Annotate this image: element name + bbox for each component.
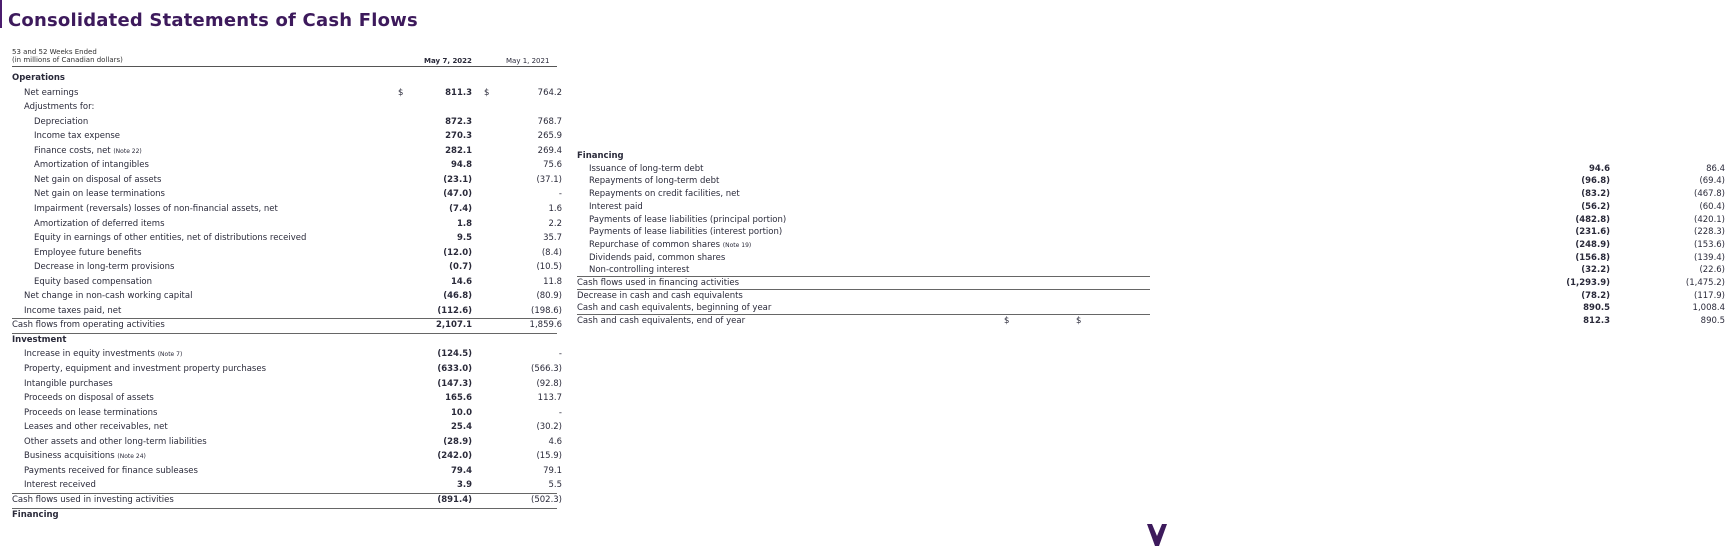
row-label <box>24 378 113 390</box>
row-label-text: Dividends paid, common shares <box>589 252 726 263</box>
row-label-text: Issuance of long-term debt <box>589 163 704 174</box>
table-row <box>12 392 562 404</box>
table-row <box>577 277 1725 289</box>
prior-value: (8.4) <box>541 247 562 258</box>
row-label <box>24 436 207 448</box>
prior-value: 35.7 <box>543 233 562 244</box>
row-label <box>12 334 66 346</box>
table-row <box>12 348 562 360</box>
header-rule <box>12 66 557 67</box>
row-label <box>589 163 704 175</box>
row-label-text: Net gain on disposal of assets <box>34 174 162 185</box>
table-row <box>577 150 1150 162</box>
table-row <box>12 276 562 288</box>
prior-value: 764.2 <box>537 87 562 98</box>
row-label-text: Payments of lease liabilities (principal portion) <box>589 214 787 225</box>
row-label <box>12 494 174 506</box>
row-label-text: Income tax expense <box>34 131 121 142</box>
row-label-text: Non-controlling interest <box>589 265 690 276</box>
prior-value: (60.4) <box>1699 201 1725 212</box>
current-value: 812.3 <box>1583 316 1610 327</box>
row-label-text: Repurchase of common shares <box>589 239 721 250</box>
table-row <box>12 319 562 331</box>
prior-value: (139.4) <box>1694 252 1725 263</box>
row-label <box>589 239 751 252</box>
current-value: 9.5 <box>456 233 472 244</box>
prior-value: (1,475.2) <box>1685 278 1725 288</box>
row-label-text: Equity in earnings of other entities, net of distributions received <box>34 233 307 244</box>
row-note: (Note 22) <box>113 147 142 155</box>
row-label <box>24 407 157 419</box>
prior-value: 2.2 <box>548 218 562 229</box>
row-label-text: Proceeds on disposal of assets <box>24 393 154 404</box>
current-value: (112.6) <box>437 305 472 316</box>
row-label <box>577 315 745 327</box>
row-label-text: Interest received <box>24 480 96 491</box>
row-label-text: Finance costs, net <box>34 145 111 156</box>
prior-value: 113.7 <box>537 393 562 404</box>
row-label <box>24 305 121 317</box>
row-label <box>34 145 142 158</box>
current-value: (891.4) <box>437 494 472 505</box>
row-label <box>12 319 165 331</box>
table-row <box>12 203 562 215</box>
row-label <box>34 232 306 244</box>
prior-value: 75.6 <box>543 160 562 171</box>
prior-value: 1,859.6 <box>529 320 562 331</box>
prior-value: 890.5 <box>1700 316 1725 327</box>
current-value: 25.4 <box>451 422 472 433</box>
table-row <box>12 116 562 128</box>
prior-value: 79.1 <box>543 465 562 476</box>
row-label <box>589 175 719 187</box>
table-row <box>12 159 562 171</box>
prior-value: (228.3) <box>1694 227 1725 238</box>
current-value: (46.8) <box>443 291 472 302</box>
row-label <box>34 276 152 288</box>
current-value: 872.3 <box>445 116 472 127</box>
table-row <box>12 305 562 317</box>
row-label <box>24 450 146 463</box>
prior-value: - <box>558 189 562 200</box>
row-label-text: Other assets and other long-term liabilities <box>24 436 207 447</box>
page-title: Consolidated Statements of Cash Flows <box>8 10 418 31</box>
title-accent-bar <box>0 0 2 28</box>
prior-value: 86.4 <box>1706 163 1725 174</box>
current-value: (7.4) <box>449 203 472 214</box>
table-row <box>12 174 562 186</box>
table-row <box>12 407 562 419</box>
row-label-text: Investment <box>12 334 67 345</box>
row-label-text: Amortization of deferred items <box>34 218 165 229</box>
currency-symbol-current: $ <box>1004 316 1010 327</box>
prior-value: - <box>558 349 562 360</box>
prior-value: (15.9) <box>536 451 562 462</box>
prior-value: 1.6 <box>548 203 562 214</box>
row-label <box>34 159 149 171</box>
row-note: (Note 24) <box>117 453 146 461</box>
table-row <box>12 509 557 521</box>
prior-value: 11.8 <box>543 276 562 287</box>
prior-value: (153.6) <box>1694 239 1725 250</box>
table-row <box>12 334 557 346</box>
row-label-text: Operations <box>12 73 65 83</box>
table-row <box>12 450 562 462</box>
current-value: (248.9) <box>1575 239 1610 250</box>
table-row <box>577 163 1725 175</box>
table-row <box>577 302 1725 314</box>
row-label-text: Depreciation <box>34 116 89 127</box>
row-label-text: Income taxes paid, net <box>24 305 122 316</box>
row-label <box>24 479 96 491</box>
prior-value: (117.9) <box>1694 290 1725 301</box>
prior-value: (467.8) <box>1694 189 1725 200</box>
current-value: (242.0) <box>437 451 472 462</box>
current-value: (56.2) <box>1581 201 1610 212</box>
prior-value: 1,008.4 <box>1692 303 1725 314</box>
row-label-text: Net change in non-cash working capital <box>24 291 193 302</box>
row-label-text: Adjustments for: <box>24 102 95 113</box>
table-row <box>12 479 562 491</box>
row-label-text: Property, equipment and investment property purchases <box>24 364 267 374</box>
current-value: 1.8 <box>456 218 472 229</box>
row-label <box>34 218 165 230</box>
currency-symbol-prior: $ <box>484 87 490 98</box>
row-label-text: Business acquisitions <box>24 451 115 462</box>
prior-period-header: May 1, 2021 <box>506 57 550 65</box>
row-label-text: Leases and other receivables, net <box>24 422 168 433</box>
table-row <box>12 87 562 99</box>
table-row <box>12 436 562 448</box>
current-value: (96.8) <box>1581 176 1610 187</box>
row-label <box>12 509 59 521</box>
table-row <box>577 315 1725 327</box>
row-note: (Note 19) <box>722 241 752 249</box>
table-row <box>577 264 1725 276</box>
table-row <box>12 421 562 433</box>
table-row <box>577 226 1725 238</box>
row-label-text: Employee future benefits <box>34 247 142 258</box>
row-label-text: Financing <box>12 509 59 520</box>
table-row <box>12 218 562 230</box>
table-row <box>12 261 562 273</box>
row-label <box>577 302 771 314</box>
table-row <box>577 188 1725 200</box>
current-value: (28.9) <box>443 436 472 447</box>
table-row <box>12 363 562 375</box>
row-label-text: Proceeds on lease terminations <box>24 407 158 418</box>
current-value: 282.1 <box>445 145 472 156</box>
row-label-text: Increase in equity investments <box>24 349 155 360</box>
units-caption: (in millions of Canadian dollars) <box>12 56 123 64</box>
row-label-text: Amortization of intangibles <box>34 160 149 171</box>
row-label-text: Impairment (reversals) losses of non-financial assets, net <box>34 203 278 214</box>
row-label-text: Repayments of long-term debt <box>589 176 720 187</box>
table-row <box>12 465 562 477</box>
table-row <box>12 378 562 390</box>
prior-value: 5.5 <box>548 480 562 491</box>
table-row <box>12 130 562 142</box>
current-value: 165.6 <box>445 393 472 404</box>
row-label <box>24 465 198 477</box>
current-value: 94.6 <box>1589 163 1610 174</box>
current-value: 270.3 <box>445 131 472 142</box>
current-value: (47.0) <box>443 189 472 200</box>
current-value: 890.5 <box>1583 303 1610 314</box>
row-label <box>24 290 192 302</box>
row-label-text: Decrease in cash and cash equivalents <box>577 290 743 301</box>
row-label <box>34 261 174 273</box>
prior-value: 269.4 <box>537 145 562 156</box>
row-note: (Note 7) <box>157 351 183 359</box>
row-label-text: Interest paid <box>589 201 643 212</box>
row-label-text: Cash flows from operating activities <box>12 320 165 331</box>
row-label-text: Financing <box>577 151 624 161</box>
prior-value: (502.3) <box>531 494 562 505</box>
prior-value: 4.6 <box>548 436 562 447</box>
current-value: (32.2) <box>1581 265 1610 276</box>
row-label-text: Net earnings <box>24 87 79 98</box>
current-value: 811.3 <box>445 87 472 98</box>
period-caption: 53 and 52 Weeks Ended <box>12 48 97 56</box>
row-label <box>589 252 725 264</box>
current-value: 14.6 <box>451 276 472 287</box>
row-label-text: Payments received for finance subleases <box>24 465 198 476</box>
row-label <box>589 201 643 213</box>
row-label-text: Cash flows used in investing activities <box>12 494 174 505</box>
prior-value: (420.1) <box>1694 214 1725 225</box>
current-value: (147.3) <box>437 378 472 389</box>
table-row <box>12 188 562 200</box>
prior-value: 265.9 <box>537 131 562 142</box>
prior-value: (22.6) <box>1699 265 1725 276</box>
table-row <box>12 145 562 157</box>
current-value: (156.8) <box>1575 252 1610 263</box>
row-label <box>34 116 88 128</box>
row-label <box>589 214 786 226</box>
row-label <box>24 87 78 99</box>
table-row <box>12 232 562 244</box>
current-value: (12.0) <box>443 247 472 258</box>
currency-symbol-prior: $ <box>1076 316 1082 327</box>
currency-symbol-current: $ <box>398 87 404 98</box>
row-label-text: Cash flows used in financing activities <box>577 278 740 288</box>
table-row <box>12 494 562 506</box>
table-row <box>12 72 557 84</box>
prior-value: (92.8) <box>536 378 562 389</box>
row-label <box>12 72 65 84</box>
current-value: (1,293.9) <box>1566 278 1610 288</box>
table-row <box>577 214 1725 226</box>
row-label-text: Payments of lease liabilities (interest portion) <box>589 227 783 238</box>
row-label <box>24 363 266 375</box>
table-row <box>577 252 1725 264</box>
row-label <box>589 188 740 200</box>
current-value: 3.9 <box>456 480 472 491</box>
table-row <box>577 201 1725 213</box>
current-value: 10.0 <box>451 407 472 418</box>
current-value: (83.2) <box>1581 189 1610 200</box>
row-label <box>24 101 94 113</box>
prior-value: (30.2) <box>536 422 562 433</box>
table-row <box>577 175 1725 187</box>
row-label <box>34 174 161 186</box>
table-row <box>577 239 1725 251</box>
prior-value: 768.7 <box>537 116 562 127</box>
current-value: 94.8 <box>451 160 472 171</box>
table-row <box>12 101 557 113</box>
row-label <box>34 203 278 215</box>
current-period-header: May 7, 2022 <box>424 57 472 65</box>
row-label <box>589 226 782 238</box>
row-label-text: Repayments on credit facilities, net <box>589 189 740 200</box>
row-label <box>24 348 182 361</box>
table-row <box>577 290 1725 302</box>
current-value: (0.7) <box>449 262 472 273</box>
row-label <box>589 264 689 276</box>
prior-value: (10.5) <box>536 262 562 273</box>
current-value: (231.6) <box>1575 227 1610 238</box>
prior-value: (37.1) <box>536 174 562 185</box>
prior-value: (80.9) <box>536 291 562 302</box>
row-label <box>34 130 120 142</box>
brand-logo-icon <box>1146 522 1168 546</box>
table-row <box>12 290 562 302</box>
row-label-text: Cash and cash equivalents, beginning of year <box>577 303 772 314</box>
row-label <box>24 392 154 404</box>
current-value: (482.8) <box>1575 214 1610 225</box>
row-label <box>34 188 165 200</box>
current-value: (78.2) <box>1581 290 1610 301</box>
row-label <box>24 421 168 433</box>
current-value: (124.5) <box>437 349 472 360</box>
row-label <box>34 247 142 259</box>
current-value: 79.4 <box>451 465 472 476</box>
row-label <box>577 150 624 162</box>
current-value: (633.0) <box>437 364 472 374</box>
prior-value: (69.4) <box>1699 176 1725 187</box>
row-label-text: Intangible purchases <box>24 378 113 389</box>
row-label <box>577 290 743 302</box>
row-label-text: Decrease in long-term provisions <box>34 262 175 273</box>
row-label-text: Net gain on lease terminations <box>34 189 165 200</box>
row-label-text: Cash and cash equivalents, end of year <box>577 316 746 327</box>
row-label-text: Equity based compensation <box>34 276 153 287</box>
current-value: 2,107.1 <box>435 320 472 331</box>
prior-value: (566.3) <box>531 364 562 374</box>
current-value: (23.1) <box>443 174 472 185</box>
table-row <box>12 247 562 259</box>
prior-value: - <box>558 407 562 418</box>
prior-value: (198.6) <box>531 305 562 316</box>
row-label <box>577 277 739 289</box>
